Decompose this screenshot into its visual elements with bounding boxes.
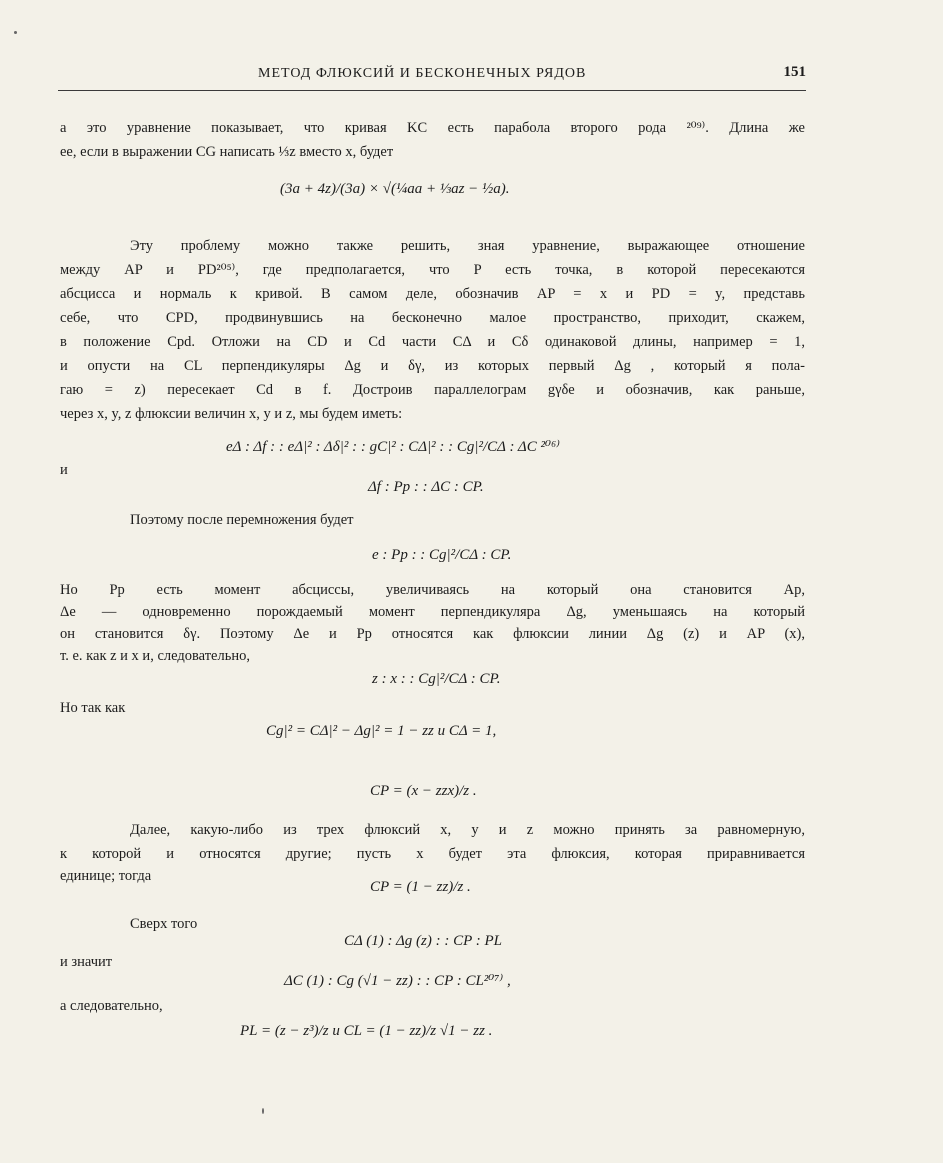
paragraph-line: Сверх того [130,916,198,932]
paragraph-line: и опусти на CL перпендикуляры Δg и δγ, из которых первый Δg , который я пола- [60,358,805,374]
formula-proportion: ΔC (1) : Cg (√1 − zz) : : CP : CL²⁰⁷⁾ , [284,973,511,989]
paragraph-line: а это уравнение показывает, что кривая KC есть парабола второго рода ²⁰⁹⁾. Длина же [60,120,805,136]
paragraph-line: абсцисса и нормаль к кривой. В самом деле, обозначив AP = x и PD = y, представь [60,286,805,302]
paragraph-line: между AP и PD²⁰⁵⁾, где предполагается, что P есть точка, в которой пересекаются [60,262,805,278]
paragraph-line: к которой и относятся другие; пусть x будет эта флюксия, которая приравнивается [60,846,805,862]
formula-cp: CP = (x − zzx)/z . [370,783,477,799]
formula-proportion: eΔ : Δf : : eΔ|² : Δδ|² : : gC|² : CΔ|² : : Cg|²/CΔ : ΔC ²⁰⁶⁾ [226,439,560,455]
paragraph-line: а следовательно, [60,998,163,1014]
conjunction: и [60,462,68,478]
paragraph-line: себе, что CPD, продвинувшись на бесконечно малое пространство, приходит, скажем, [60,310,805,326]
scan-speck [14,31,17,34]
running-head: МЕТОД ФЛЮКСИЙ И БЕСКОНЕЧНЫХ РЯДОВ [258,66,587,81]
formula-identity: Cg|² = CΔ|² − Δg|² = 1 − zz и CΔ = 1, [266,723,497,739]
formula-proportion: z : x : : Cg|²/CΔ : CP. [372,671,501,687]
scan-speck [262,1108,264,1114]
formula-result: PL = (z − z³)/z и CL = (1 − zz)/z √1 − zz . [240,1023,493,1039]
paragraph-line: Поэтому после перемножения будет [130,512,354,528]
page-header [58,62,806,86]
paragraph-line: ее, если в выражении CG написать ⅓z вместо x, будет [60,144,394,160]
page-number: 151 [783,64,806,80]
paragraph-line: т. е. как z и x и, следовательно, [60,648,250,664]
paragraph-line: Но так как [60,700,126,716]
paragraph-line: он становится δγ. Поэтому Δe и Pp относятся как флюксии линии Δg (z) и AP (x), [60,626,805,642]
formula-proportion: CΔ (1) : Δg (z) : : CP : PL [344,933,503,949]
paragraph-line: и значит [60,954,113,970]
paragraph-line: гаю = z) пересекает Cd в f. Достроив параллелограм gγδe и обозначив, как раньше, [60,382,805,398]
formula-proportion: Δf : Pp : : ΔC : CP. [368,479,484,495]
paragraph-line: единице; тогда [60,868,152,884]
paragraph-line: Δe — одновременно порождаемый момент перпендикуляра Δg, уменьшаясь на который [60,604,805,620]
paragraph-line: Эту проблему можно также решить, зная уравнение, выражающее отношение [130,238,805,254]
paragraph-line: Далее, какую-либо из трех флюксий x, y и z можно принять за равномерную, [130,822,805,838]
paragraph-line: Но Pp есть момент абсциссы, увеличиваясь на который она становится Ap, [60,582,805,598]
header-rule [58,90,806,91]
paragraph-line: в положение Cpd. Отложи на CD и Cd части CΔ и Cδ одинаковой длины, например = 1, [60,334,805,350]
formula-cp: CP = (1 − zz)/z . [370,879,471,895]
formula-proportion: e : Pp : : Cg|²/CΔ : CP. [372,547,512,563]
formula-length: (3a + 4z)/(3a) × √(¼aa + ⅓az − ½a). [280,181,510,197]
paragraph-line: через x, y, z флюксии величин x, y и z, мы будем иметь: [60,406,403,422]
